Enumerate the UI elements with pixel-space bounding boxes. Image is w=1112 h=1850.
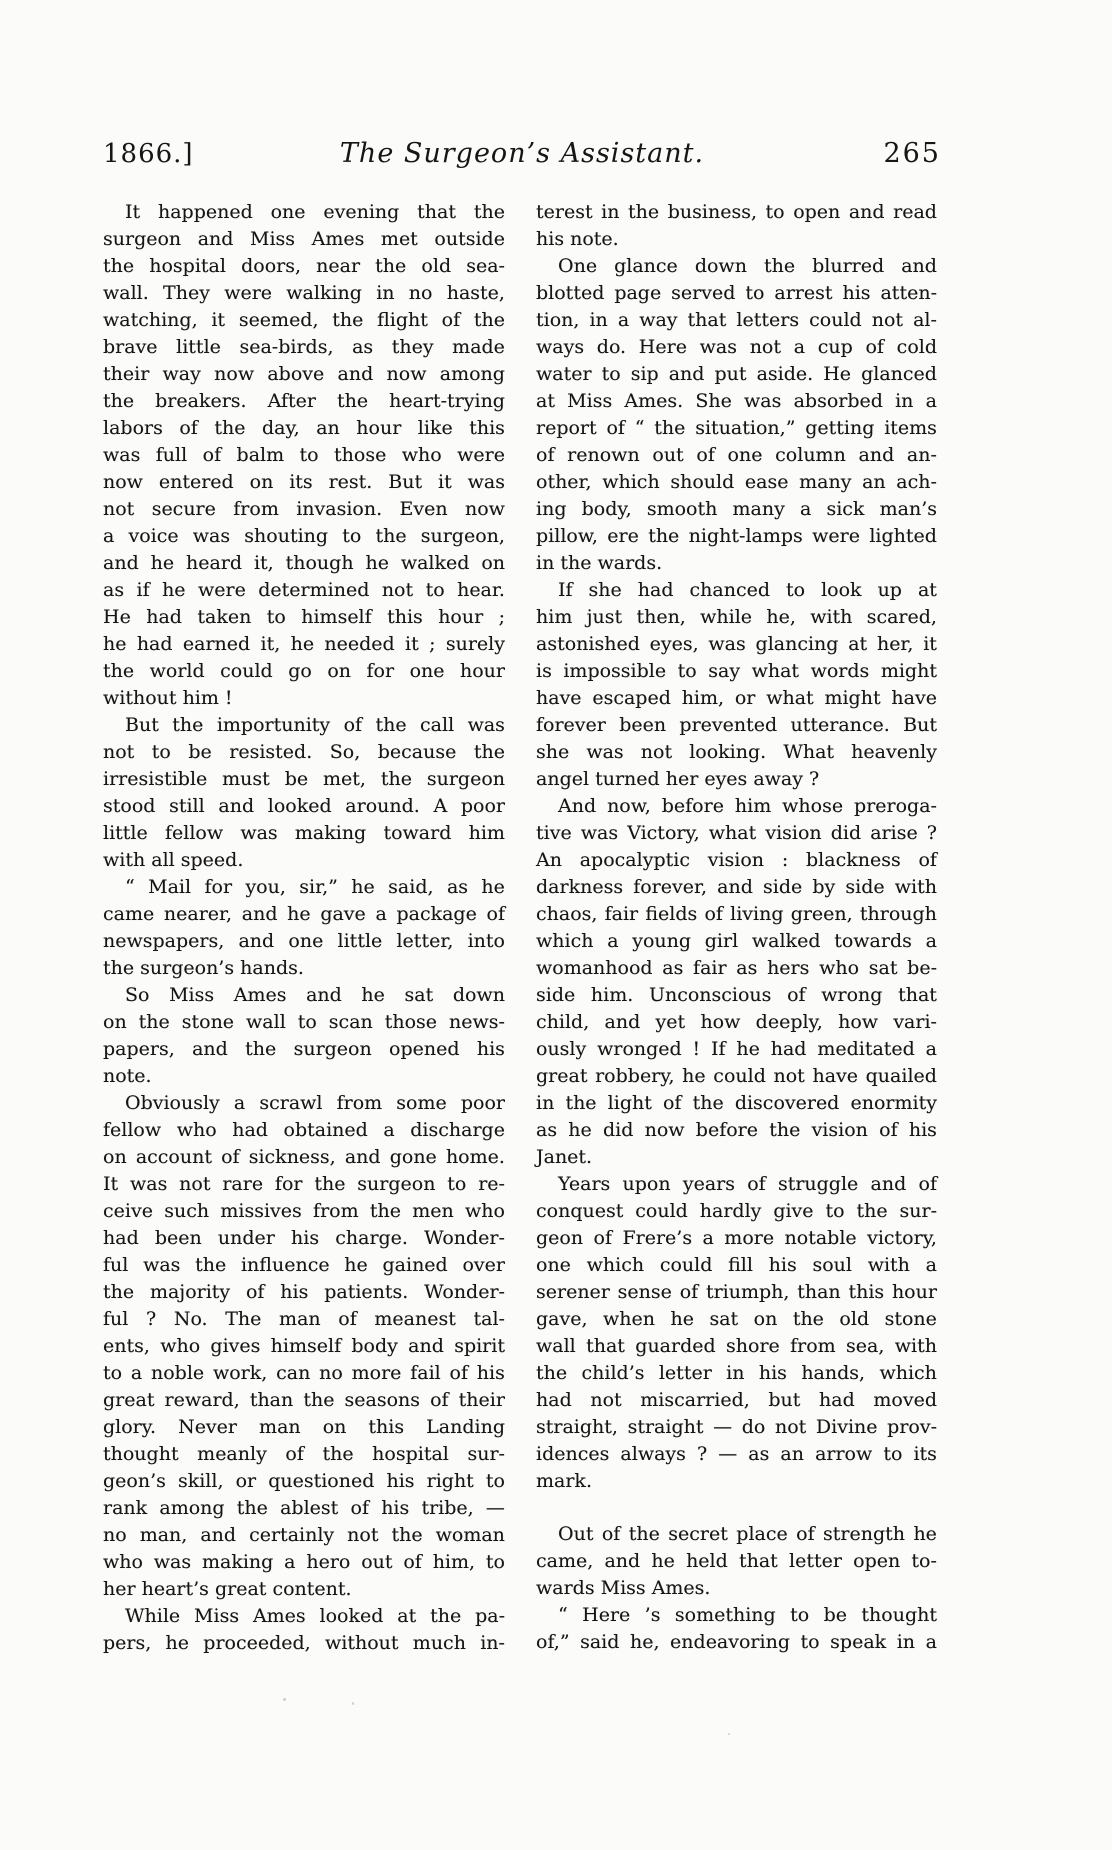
text-line: If she had chanced to look up at (558, 579, 937, 601)
text-line: ously wronged ! If he had meditated a (536, 1038, 937, 1060)
text-line: “ Mail for you, sir,” he said, as he (125, 876, 505, 898)
text-line: without him ! (103, 687, 233, 709)
scan-speck (728, 1733, 730, 1735)
text-line: blotted page served to arrest his atten- (536, 282, 937, 304)
text-line: ents, who gives himself body and spirit (103, 1335, 505, 1357)
text-line: wall. They were walking in no haste, (103, 282, 505, 304)
text-line: ful was the influence he gained over (103, 1254, 505, 1276)
text-line: great robbery, he could not have quailed (536, 1065, 937, 1087)
text-line: angel turned her eyes away ? (536, 768, 820, 790)
paragraph (536, 199, 937, 253)
text-line: chaos, fair fields of living green, through (536, 903, 937, 925)
text-line: Out of the secret place of strength he (558, 1523, 937, 1545)
text-line: on the stone wall to scan those news- (103, 1011, 505, 1033)
text-line: have escaped him, or what might have (536, 687, 937, 709)
text-line: their way now above and now among (103, 363, 505, 385)
paragraph (536, 1171, 937, 1495)
text-line: tion, in a way that letters could not al- (536, 309, 937, 331)
text-line: watching, it seemed, the flight of the (103, 309, 505, 331)
text-line: gave, when he sat on the old stone (536, 1308, 937, 1330)
text-line: and he heard it, though he walked on (103, 552, 505, 574)
text-line: the hospital doors, near the old sea- (103, 255, 505, 277)
text-line: she was not looking. What heavenly (536, 741, 937, 763)
paragraph (103, 1090, 505, 1603)
paragraph (536, 577, 937, 793)
text-line: was full of balm to those who were (103, 444, 505, 466)
text-line: pers, he proceeded, without much in- (103, 1632, 505, 1654)
text-line: stood still and looked around. A poor (103, 795, 505, 817)
text-line: side him. Unconscious of wrong that (536, 984, 937, 1006)
text-line: idences always ? — as an arrow to its (536, 1443, 937, 1465)
text-line: Obviously a scrawl from some poor (125, 1092, 505, 1114)
text-line: to a noble work, can no more fail of his (103, 1362, 505, 1384)
text-line: It happened one evening that the (125, 201, 505, 223)
text-line: child, and yet how deeply, how vari- (536, 1011, 937, 1033)
text-line: as if he were determined not to hear. (103, 579, 505, 601)
text-line: her heart’s great content. (103, 1578, 352, 1600)
text-line: of renown out of one column and an- (536, 444, 937, 466)
text-line: irresistible must be met, the surgeon (103, 768, 505, 790)
text-line: of,” said he, endeavoring to speak in a (536, 1631, 937, 1653)
text-line: no man, and certainly not the woman (103, 1524, 505, 1546)
header-page-number: 265 (883, 138, 941, 169)
paragraph (103, 1603, 505, 1657)
text-line: straight, straight — do not Divine prov- (536, 1416, 937, 1438)
text-line: newspapers, and one little letter, into (103, 930, 505, 952)
text-line: in the light of the discovered enormity (536, 1092, 937, 1114)
paragraph (536, 1602, 937, 1656)
text-line: now entered on its rest. But it was (103, 471, 505, 493)
text-line: not secure from invasion. Even now (103, 498, 505, 520)
text-line: the breakers. After the heart-trying (103, 390, 505, 412)
header-title: The Surgeon’s Assistant. (339, 138, 705, 169)
scan-speck (283, 1698, 286, 1701)
text-line: “ Here ’s something to be thought (558, 1604, 937, 1626)
text-line: him just then, while he, with scared, (536, 606, 937, 628)
text-line: tive was Victory, what vision did arise ? (536, 822, 937, 844)
text-line: which a young girl walked towards a (536, 930, 937, 952)
text-line: had been under his charge. Wonder- (103, 1227, 505, 1249)
text-line: womanhood as fair as hers who sat be- (536, 957, 937, 979)
text-line: astonished eyes, was glancing at her, it (536, 633, 937, 655)
text-line: had not miscarried, but had moved (536, 1389, 937, 1411)
paragraph (536, 1521, 937, 1602)
text-line: the surgeon’s hands. (103, 957, 304, 979)
text-line: He had taken to himself this hour ; (103, 606, 505, 628)
paragraph (103, 982, 505, 1090)
text-line: serener sense of triumph, than this hour (536, 1281, 937, 1303)
scan-speck (352, 1702, 354, 1705)
text-line: on account of sickness, and gone home. (103, 1146, 505, 1168)
paragraph (536, 253, 937, 577)
text-line: darkness forever, and side by side with (536, 876, 937, 898)
text-line: So Miss Ames and he sat down (125, 984, 505, 1006)
text-line: wards Miss Ames. (536, 1577, 711, 1599)
text-line: surgeon and Miss Ames met outside (103, 228, 505, 250)
text-line: geon of Frere’s a more notable victory, (536, 1227, 937, 1249)
text-line: he had earned it, he needed it ; surely (103, 633, 505, 655)
paragraph (536, 793, 937, 1171)
text-line: came, and he held that letter open to- (536, 1550, 937, 1572)
text-line: in the wards. (536, 552, 663, 574)
header-year-bracket: 1866.] (103, 139, 194, 169)
section-break (536, 1495, 937, 1521)
text-line: little fellow was making toward him (103, 822, 505, 844)
text-line: brave little sea-birds, as they made (103, 336, 505, 358)
text-line: labors of the day, an hour like this (103, 417, 505, 439)
text-line: ways do. Here was not a cup of cold (536, 336, 937, 358)
text-line: terest in the business, to open and read (536, 201, 937, 223)
text-line: Janet. (536, 1146, 593, 1168)
text-line: papers, and the surgeon opened his (103, 1038, 505, 1060)
text-line: at Miss Ames. She was absorbed in a (536, 390, 937, 412)
text-line: forever been prevented utterance. But (536, 714, 937, 736)
paragraph (103, 874, 505, 982)
paragraph (103, 712, 505, 874)
text-line: the child’s letter in his hands, which (536, 1362, 937, 1384)
text-line: as he did now before the vision of his (536, 1119, 937, 1141)
text-line: And now, before him whose preroga- (558, 795, 937, 817)
text-line: geon’s skill, or questioned his right to (103, 1470, 505, 1492)
running-header (103, 137, 941, 171)
text-line: It was not rare for the surgeon to re- (103, 1173, 505, 1195)
text-line: other, which should ease many an ach- (536, 471, 937, 493)
text-line: But the importunity of the call was (125, 714, 505, 736)
text-line: note. (103, 1065, 152, 1087)
text-line: came nearer, and he gave a package of (103, 903, 505, 925)
text-line: rank among the ablest of his tribe, — (103, 1497, 505, 1519)
text-line: who was making a hero out of him, to (103, 1551, 505, 1573)
text-line: a voice was shouting to the surgeon, (103, 525, 505, 547)
text-line: fellow who had obtained a discharge (103, 1119, 505, 1141)
text-line: his note. (536, 228, 619, 250)
text-line: Years upon years of struggle and of (558, 1173, 937, 1195)
text-line: An apocalyptic vision : blackness of (536, 849, 937, 871)
text-line: with all speed. (103, 849, 244, 871)
text-line: report of “ the situation,” getting items (536, 417, 937, 439)
text-line: ceive such missives from the men who (103, 1200, 505, 1222)
text-line: the majority of his patients. Wonder- (103, 1281, 505, 1303)
text-line: one which could fill his soul with a (536, 1254, 937, 1276)
text-line: conquest could hardly give to the sur- (536, 1200, 937, 1222)
text-line: thought meanly of the hospital sur- (103, 1443, 505, 1465)
text-line: ful ? No. The man of meanest tal- (103, 1308, 505, 1330)
text-column-left (103, 199, 505, 1657)
text-column-right (536, 199, 937, 1656)
text-line: not to be resisted. So, because the (103, 741, 505, 763)
text-line: ing body, smooth many a sick man’s (536, 498, 937, 520)
text-line: great reward, than the seasons of their (103, 1389, 505, 1411)
text-line: One glance down the blurred and (558, 255, 937, 277)
text-line: pillow, ere the night-lamps were lighted (536, 525, 937, 547)
text-line: While Miss Ames looked at the pa- (125, 1605, 505, 1627)
paragraph (103, 199, 505, 712)
text-line: is impossible to say what words might (536, 660, 937, 682)
text-line: the world could go on for one hour (103, 660, 505, 682)
text-line: wall that guarded shore from sea, with (536, 1335, 937, 1357)
text-line: glory. Never man on this Landing (103, 1416, 505, 1438)
text-line: mark. (536, 1470, 592, 1492)
text-line: water to sip and put aside. He glanced (536, 363, 937, 385)
